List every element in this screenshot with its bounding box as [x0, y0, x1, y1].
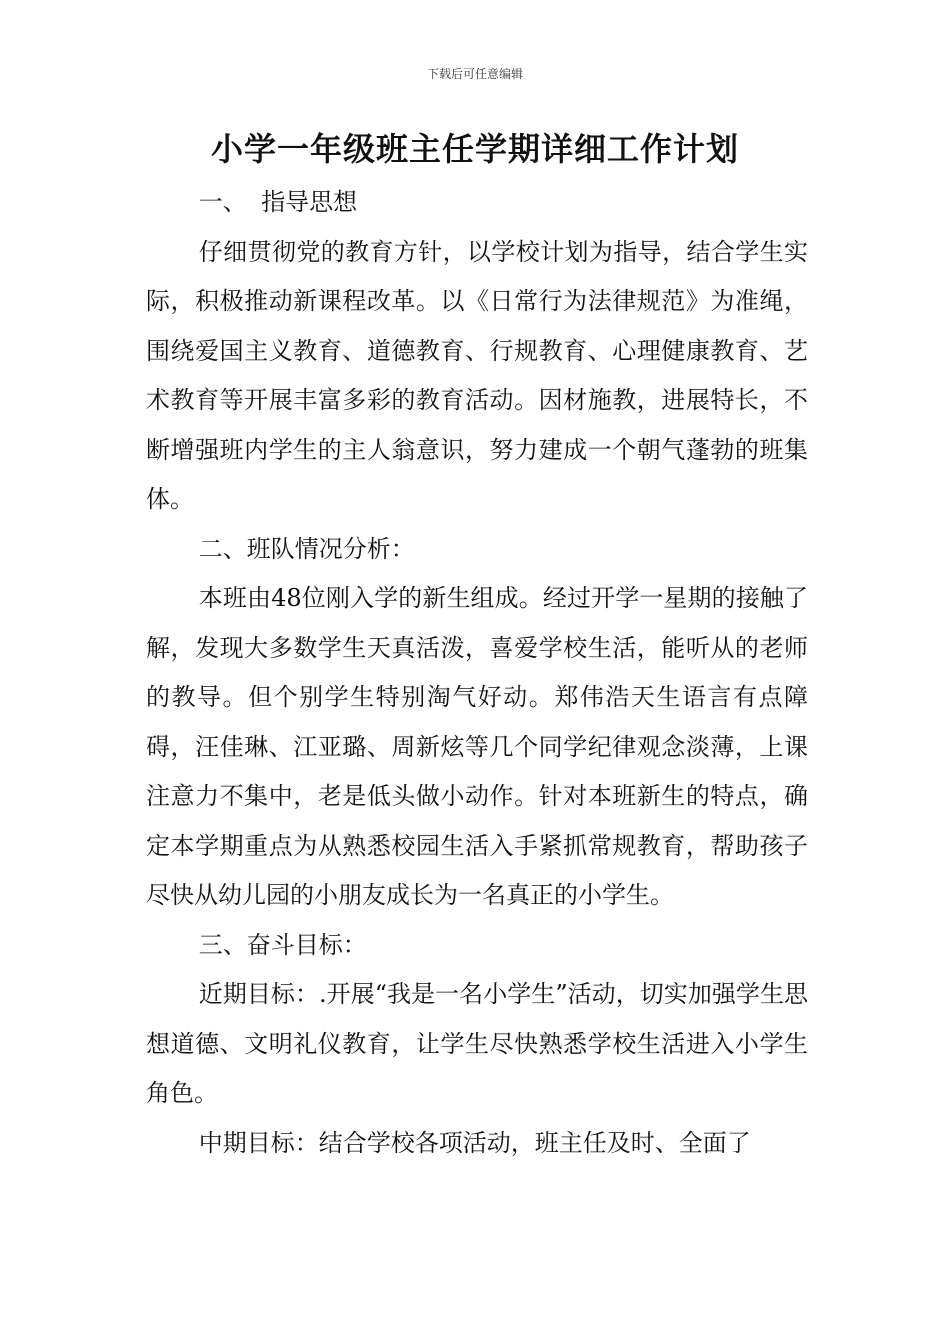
mid-term-goal-paragraph: 中期目标：结合学校各项活动，班主任及时、全面了 [198, 1128, 751, 1157]
section-3-heading: 三、奋斗目标： [198, 930, 367, 959]
section-1-title: 指导思想 [261, 188, 358, 216]
section-1-paragraph: 仔细贯彻党的教育方针，以学校计划为指导，结合学生实际，积极推动新课程改革。以《日常行为法律规范》为准绳，围绕爱国主义教育、道德教育、行规教育、心理健康教育、艺术教育等开展丰富多彩的教育活动。因材施教，进展特长，不断增强班内学生的主人翁意识，努力建成一个朝气蓬勃的班集体。 [146, 237, 808, 513]
section-2-paragraph: 本班由48位刚入学的新生组成。经过开学一星期的接触了解，发现大多数学生天真活泼，喜爱学校生活，能听从的老师的教导。但个别学生特别淘气好动。郑伟浩天生语言有点障碍，汪佳琳、江亚璐、周新炫等几个同学纪律观念淡薄，上课注意力不集中，老是低头做小动作。针对本班新生的特点，确定本学期重点为从熟悉校园生活入手紧抓常规教育，帮助孩子尽快从幼儿园的小朋友成长为一名真正的小学生。 [146, 584, 808, 909]
section-2-heading: 二、班队情况分析： [198, 534, 415, 563]
document-title: 小学一年级班主任学期详细工作计划 [210, 130, 739, 168]
short-term-goal-paragraph: 近期目标：.开展“我是一名小学生”活动，切实加强学生思想道德、文明礼仪教育，让学生尽快熟悉学校生活进入小学生角色。 [146, 980, 808, 1107]
document-body [146, 178, 808, 1168]
page-header-note: 下载后可任意编辑 [426, 67, 523, 81]
section-1-number: 一、 [198, 188, 247, 216]
section-1-heading [146, 178, 808, 228]
